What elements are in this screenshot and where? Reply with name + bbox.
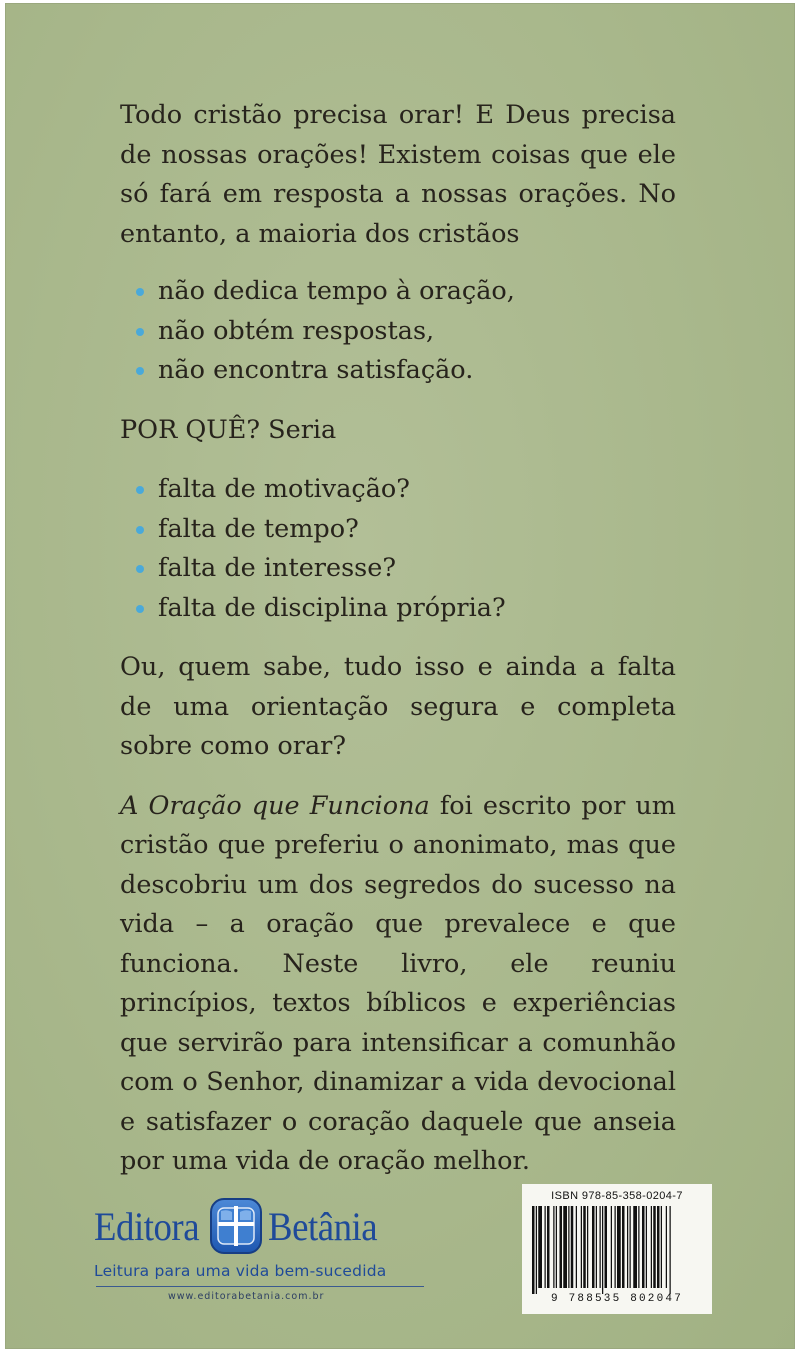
problems-list [120,272,676,391]
list-item: falta de interesse? [134,549,676,589]
intro-paragraph: Todo cristão precisa orar! E Deus precisa de nossas orações! Existem coisas que ele só fará em resposta a nossas orações. No entanto, a maioria dos cristãos [120,100,676,249]
barcode-bar [638,1206,639,1288]
barcode-bar [553,1206,554,1288]
publisher-name-left: Editora [94,1203,200,1249]
list-item: falta de disciplina própria? [134,589,676,629]
barcode-bar [633,1206,637,1288]
list-item: falta de motivação? [134,470,676,510]
barcode-bar [651,1206,652,1288]
isbn-label: ISBN 978-85-358-0204-7 [551,1190,683,1202]
description-paragraph [120,787,676,1182]
barcode-bar [611,1206,612,1288]
reasons-list [120,470,676,628]
list-item: falta de tempo? [134,510,676,550]
barcode-bar [653,1206,656,1288]
divider [96,1286,424,1287]
barcode-bar [576,1206,577,1288]
isbn-barcode [522,1184,712,1314]
barcode-bar [547,1206,550,1288]
back-cover [6,4,794,1348]
barcode-bar [581,1206,582,1288]
barcode-bar [657,1206,660,1288]
list-item: não encontra satisfação. [134,351,676,391]
barcode-bar [532,1206,535,1294]
barcode-bar [605,1206,608,1288]
barcode-bar [617,1206,621,1288]
open-book-cross-icon [210,1198,262,1254]
barcode-bar [666,1206,667,1288]
question-paragraph: Ou, quem sabe, tudo isso e ainda a falta de uma orientação segura e completa sobre como orar? [120,652,676,761]
barcode-digits: 9 788535 802047 [550,1293,684,1305]
barcode-bar [587,1206,588,1288]
barcode-bar [545,1206,546,1288]
publisher-url: www.editorabetania.com.br [168,1291,325,1302]
publisher-name-right: Betânia [268,1203,378,1249]
barcode-bar [630,1206,631,1288]
barcode-bar [596,1206,597,1288]
barcode-bar [602,1206,603,1294]
barcode-bar [642,1206,645,1288]
publisher-logo [94,1184,434,1314]
barcode-bar [560,1206,563,1288]
barcode-bar [627,1206,628,1288]
barcode-bar [670,1206,671,1294]
barcode-bar [661,1206,662,1288]
barcode-bar [568,1206,569,1288]
description-text: foi escrito por um cristão que preferiu o anonimato, mas que descobriu um dos segredos do sucesso na vida – a oração que prevalece e que funciona. Neste livro, ele reuniu princípios, textos bíblicos e experiências que servirão para intensificar a comunhão com o Senhor, dinamizar a vida devocional e satisfazer o coração daquele que anseia por uma vida de oração melhor. [120,790,676,1176]
barcode-bar [583,1206,586,1288]
barcode-bar [646,1206,647,1288]
barcode-bar [563,1206,567,1288]
barcode-bar [600,1206,601,1288]
publisher-tagline: Leitura para uma vida bem-sucedida [94,1262,387,1280]
book-title: A Oração que Funciona [120,790,430,821]
why-question: POR QUÊ? Seria [120,414,337,445]
list-item: não dedica tempo à oração, [134,272,676,312]
list-item: não obtém respostas, [134,312,676,352]
barcode-bar [592,1206,595,1288]
barcode-bar [571,1206,574,1288]
blurb-text [120,96,676,1182]
barcode-bar [615,1206,616,1288]
barcode-bars [530,1206,704,1294]
barcode-bar [538,1206,542,1288]
barcode-bar [536,1206,537,1294]
barcode-bar [556,1206,557,1288]
barcode-bar [622,1206,625,1288]
